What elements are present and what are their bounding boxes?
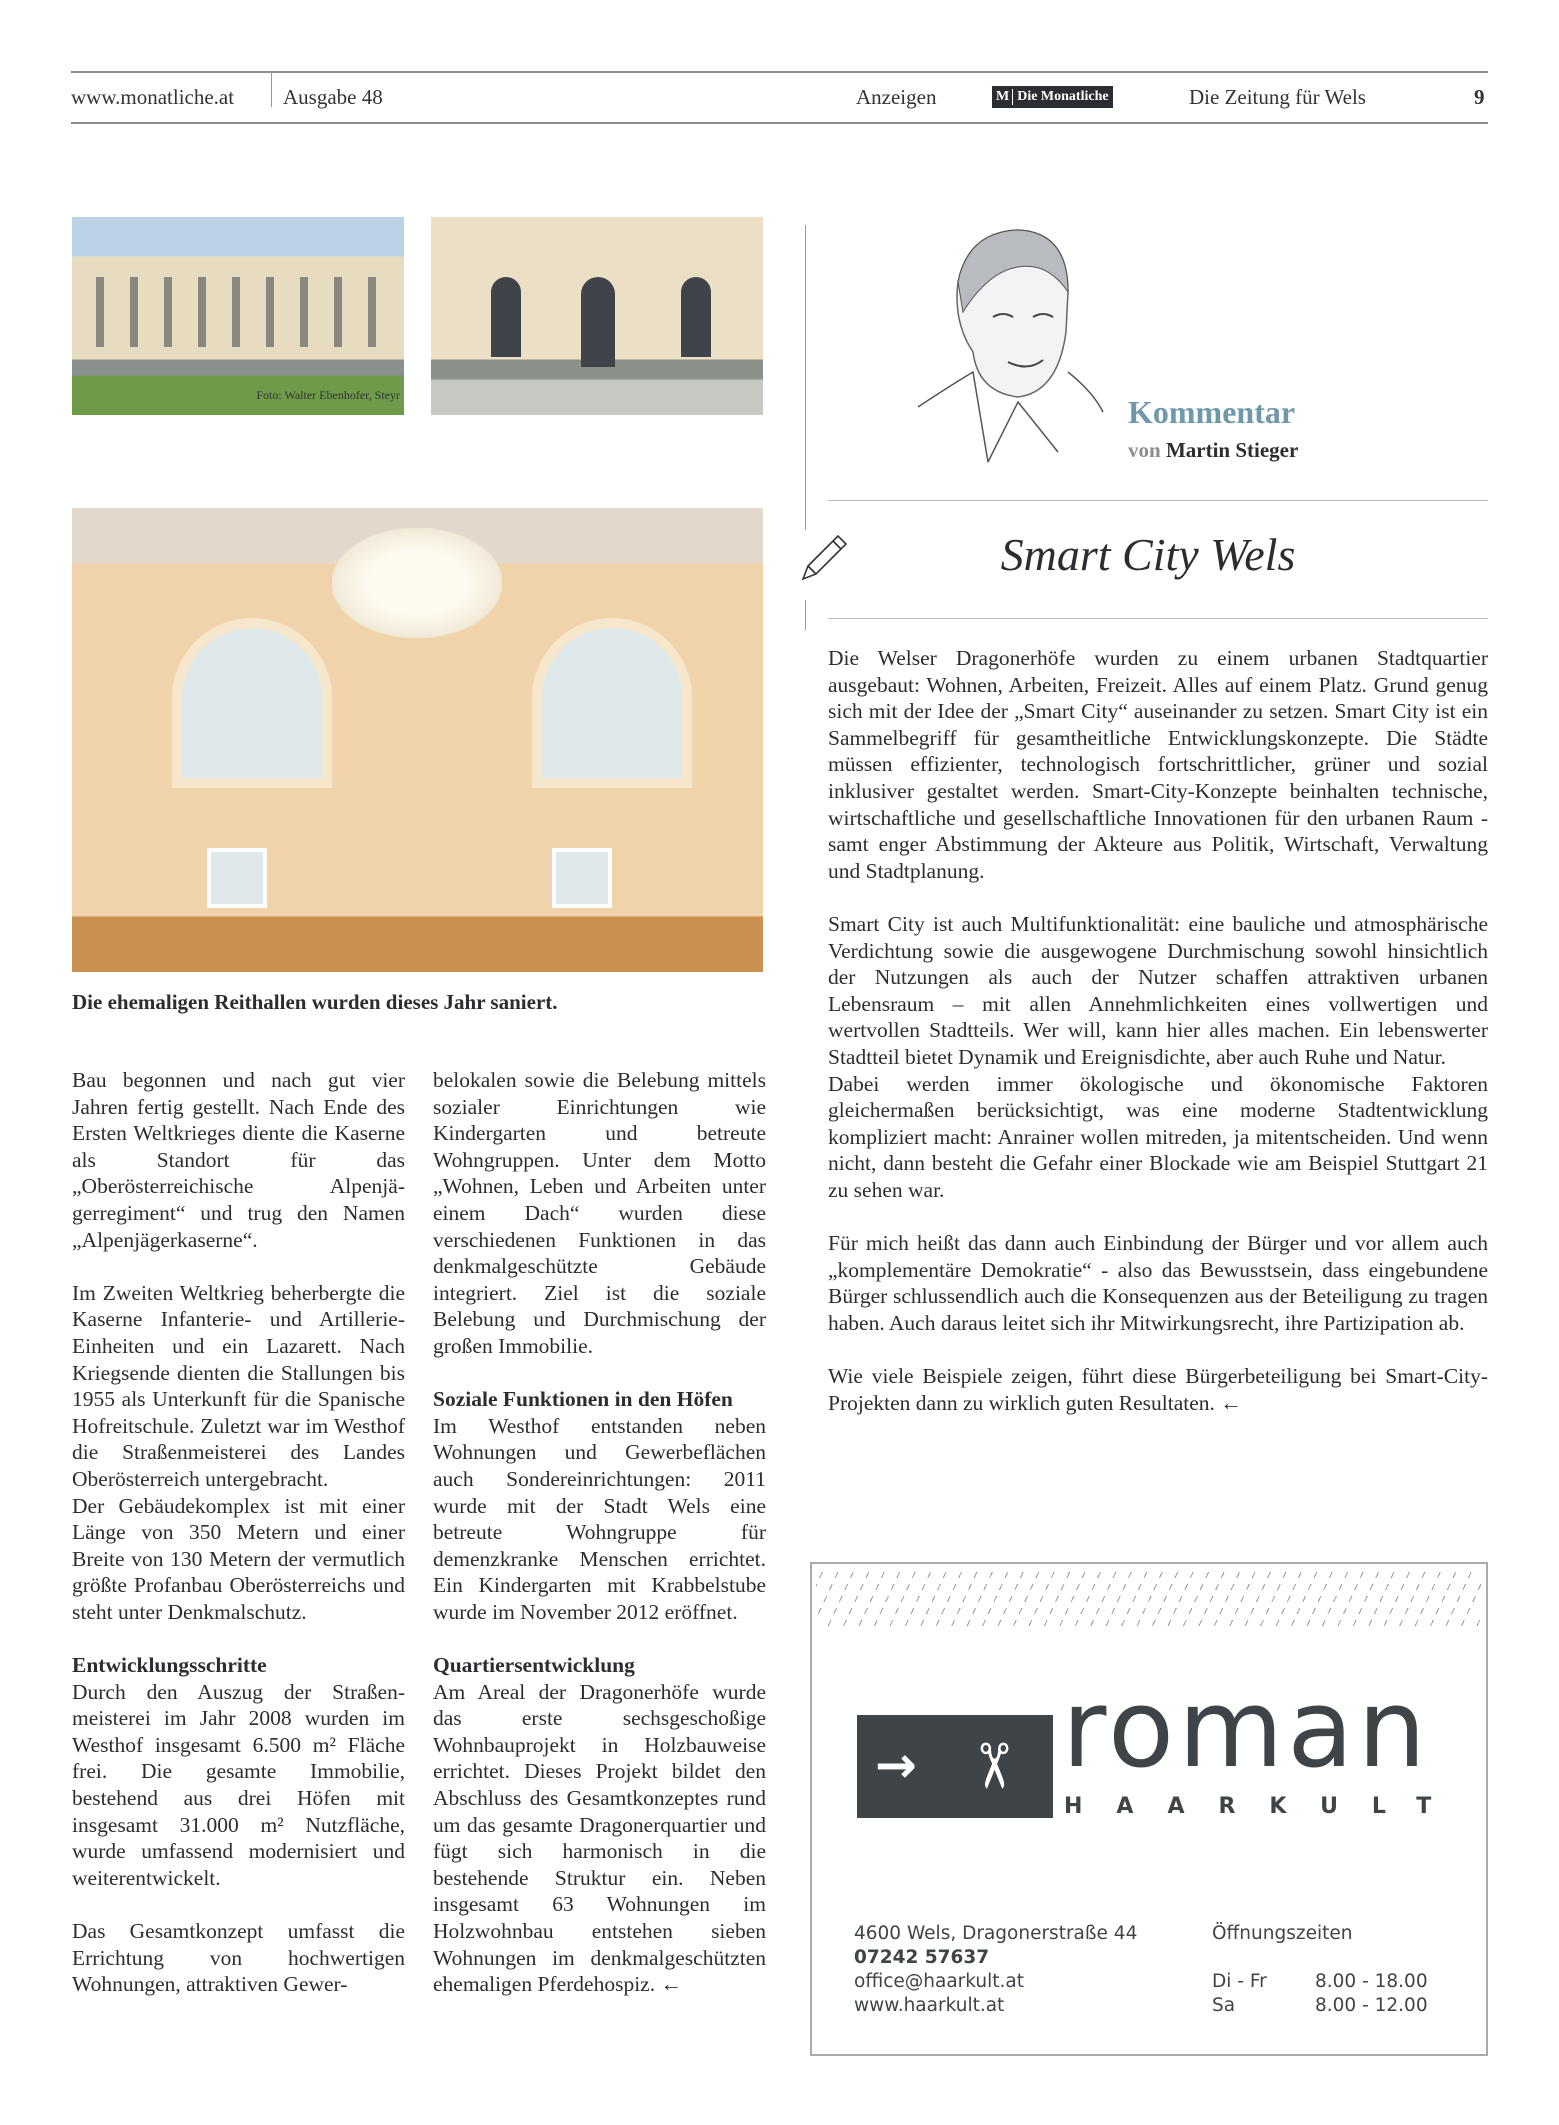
header-top-rule [71,71,1488,73]
paragraph: Im Westhof entstanden neben Wohnungen und Gewerbeflächen auch Sondereinrichtungen: 2011 wurde mit der Stadt Wels eine betreute Wohngruppe für demenzkranke Menschen errichtet. Ein Kindergarten mit Krabbelstube wurde im November 2012 eröffnet. [433,1413,766,1624]
hours-title: Öffnungszeiten [1212,1923,1353,1944]
paragraph: Dabei werden immer ökologische und ökonomische Faktoren gleichermaßen berücksichtigt, was eine moderne Stadtentwicklung kompliziert macht: Anrainer wollen mitreden, ja mitentscheiden. Und wenn nicht, dann besteht die Gefahr einer Blockade wie am Beispiel Stuttgart 21 zu sehen war. [828,1071,1488,1202]
article-column-1 [72,1067,405,1998]
rule [828,500,1488,501]
email-link[interactable]: office@haarkult.at [854,1971,1024,1992]
paragraph: Die Welser Dragonerhöfe wurden zu einem urbanen Stadtquartier ausgebaut: Wohnen, Arbeiten, Freizeit. Alles auf einem Platz. Grund genug sich mit der Idee der „Smart City“ auseinander zu setzen. Smart City ist ein Sammelbegriff für gesamtheitliche Entwicklungskonzepte. Die Städte müssen effizienter, technologisch fortschrittlicher, grüner und sozial inklusiver gestaltet werden. Smart-City-Konzepte beinhalten technische, wirtschaftliche und gesellschaftliche Innovationen für den urbanen Raum - samt enger Abstimmung der Akteure aus Politik, Wirtschaft, Verwaltung und Stadtplanung. [828,646,1488,883]
hours-time: 8.00 - 12.00 [1315,1995,1428,2016]
courtyard-photo [72,217,404,415]
brand-subtitle: HAARKULT [1064,1794,1466,1819]
paragraph: Durch den Auszug der Straßenmeisterei im Jahr 2008 wurden im Westhof insgesamt 6.500 m² Fläche frei. Die gesamte Immobilie, bestehend aus drei Höfen mit insgesamt 31.000 m² Nutzfläche, wurde umfassend modernisiert und weiterentwickelt. [72,1679,405,1890]
comment-label: Kommentar [1128,394,1296,430]
subheading: Quartiersentwicklung [433,1653,635,1678]
rule [828,618,1488,619]
window-row [82,277,382,347]
subheading: Soziale Funktionen in den Höfen [433,1387,733,1412]
paragraph: Smart City ist auch Multifunktionalität: eine bauliche und atmosphärische Verdichtung sowie die ausgewogene Durchmischung sowohl hinsichtlich der Nutzungen als auch der Nutzer schaffen attraktiven urbanen Lebensraum – mit allen Annehmlichkeiten eines vollwertigen und wertvollen Stadtteils. Wer will, kann hier alles machen. Ein lebenswerter Stadtteil bietet Dynamik und Ereignisdichte, aber auch Ruhe und Natur. [828,911,1488,1069]
issue-number: Ausgabe 48 [283,85,383,109]
author-name: Martin Stieger [1165,438,1299,462]
paragraph: Für mich heißt das dann auch Einbindung der Bürger und vor allem auch „komplementäre Demokratie“ - also das Bewusstsein, dass eingebundene Bürger schlussendlich auch die Konsequenzen aus der Beteiligung zu tragen haben. Auch daraus leitet sich ihr Mitwirkungsrecht, ihre Partizipation ab. [828,1231,1488,1335]
brand-name: roman [1062,1667,1430,1792]
subheading: Entwicklungsschritte [72,1653,267,1678]
paragraph: Im Zweiten Weltkrieg beherbergte die Kaserne Infanterie- und Artillerie-Einheiten und ein Lazarett. Nach Kriegsende dienten die Stallungen bis 1955 als Unterkunft für die Spanische Hofreitschule. Zuletzt war im Westhof die Straßenmeisterei des Landes Oberösterreich untergebracht. [72,1280,405,1491]
website-link[interactable]: www.monatliche.at [71,85,235,109]
phone[interactable]: 07242 57637 [854,1947,990,1968]
website-link[interactable]: www.haarkult.at [854,1995,1005,2016]
window [552,848,612,908]
paragraph: Der Gebäudekomplex ist mit einer Länge von 350 Metern und einer Breite von 130 Metern der vermutlich größte Profanbau Oberösterreichs und steht unter Denkmalschutz. [72,1493,405,1624]
arched-window [491,277,521,357]
arched-door [581,277,615,367]
logo-m: M [996,89,1013,105]
contact-block [854,1922,1137,2018]
paragraph: Am Areal der Dragonerhöfe wurde das erste sechsgeschoßige Wohnbauprojekt in Holzbauweise errichtet. Dieses Projekt bildet den Abschluss des Gesamtkonzeptes rund um das gesamte Dragonerquartier und fügt sich harmonisch in die bestehende Struktur ein. Neben insgesamt 63 Wohnungen im Holzwohnbau entstehen sieben Wohnungen im denkmalgeschützten ehemaligen Pferdehospiz. ← [433,1679,766,1997]
photo-credit: Foto: Walter Ebenhofer, Steyr [763,523,778,668]
arched-window [532,618,692,788]
column-divider [805,225,806,530]
photo-credit: Foto: Walter Ebenhofer, Steyr [256,388,400,402]
opening-hours [1212,1922,1428,2018]
paragraph: Das Gesamtkonzept umfasst die Errichtung von hochwertigen Wohnungen, attraktiven Gewer- [72,1919,405,1997]
hours-time: 8.00 - 18.00 [1315,1971,1428,1992]
comment-title: Smart City Wels [1000,529,1296,580]
scissors-icon: ✂ [956,1740,1030,1792]
pendant-lamp [332,528,502,638]
arrow-right-icon: → [875,1736,917,1794]
address: 4600 Wels, Dragonerstraße 44 [854,1923,1138,1944]
paragraph: belokalen sowie die Belebung mittels sozialer Einrichtungen wie Kindergarten und betreute Wohngruppen. Unter dem Motto „Wohnen, Leben und Arbeiten unter einem Dach“ wurden diese verschiedenen Funktionen in das denkmalgeschützte Gebäude integriert. Ziel ist die soziale Belebung und Durchmischung der großen Immobilie. [433,1068,766,1358]
paragraph: Bau begonnen und nach gut vier Jahren fertig gestellt. Nach Ende des Ersten Weltkrieges diente die Kaserne als Standort für das „Oberösterreichische Alpenjägerregiment“ und trug den Namen „Alpenjägerkaserne“. [72,1068,405,1252]
logo-name: Die Monatliche [1017,89,1109,104]
header-divider [271,72,272,107]
newspaper-logo [992,86,1113,108]
photo-caption: Die ehemaligen Reithallen wurden dieses Jahr saniert. [72,990,558,1014]
author-sketch-portrait [918,222,1103,467]
page-number: 9 [1474,85,1485,109]
arched-window [172,618,332,788]
header-bottom-rule [71,122,1488,124]
comment-body [828,645,1488,1416]
haarkult-advertisement[interactable] [810,1562,1488,2056]
hours-days: Di - Fr [1212,1971,1267,1992]
tagline: Die Zeitung für Wels [1189,85,1366,109]
riding-hall-photo [72,508,778,972]
arched-window [681,277,711,357]
entrance-photo [431,217,763,415]
logo-box [857,1715,1053,1818]
article-column-2 [433,1067,766,1998]
hatch-pattern [816,1568,1482,1626]
by-label: von [1128,438,1161,462]
hours-days: Sa [1212,1995,1236,2016]
paragraph: Wie viele Beispiele zeigen, führt diese Bürgerbeteiligung bei Smart-City-Projekten dann zu wirklich guten Resultaten. ← [828,1364,1488,1415]
comment-author [1128,438,1298,462]
section-label: Anzeigen [856,85,937,109]
window [207,848,267,908]
column-divider [805,600,806,630]
